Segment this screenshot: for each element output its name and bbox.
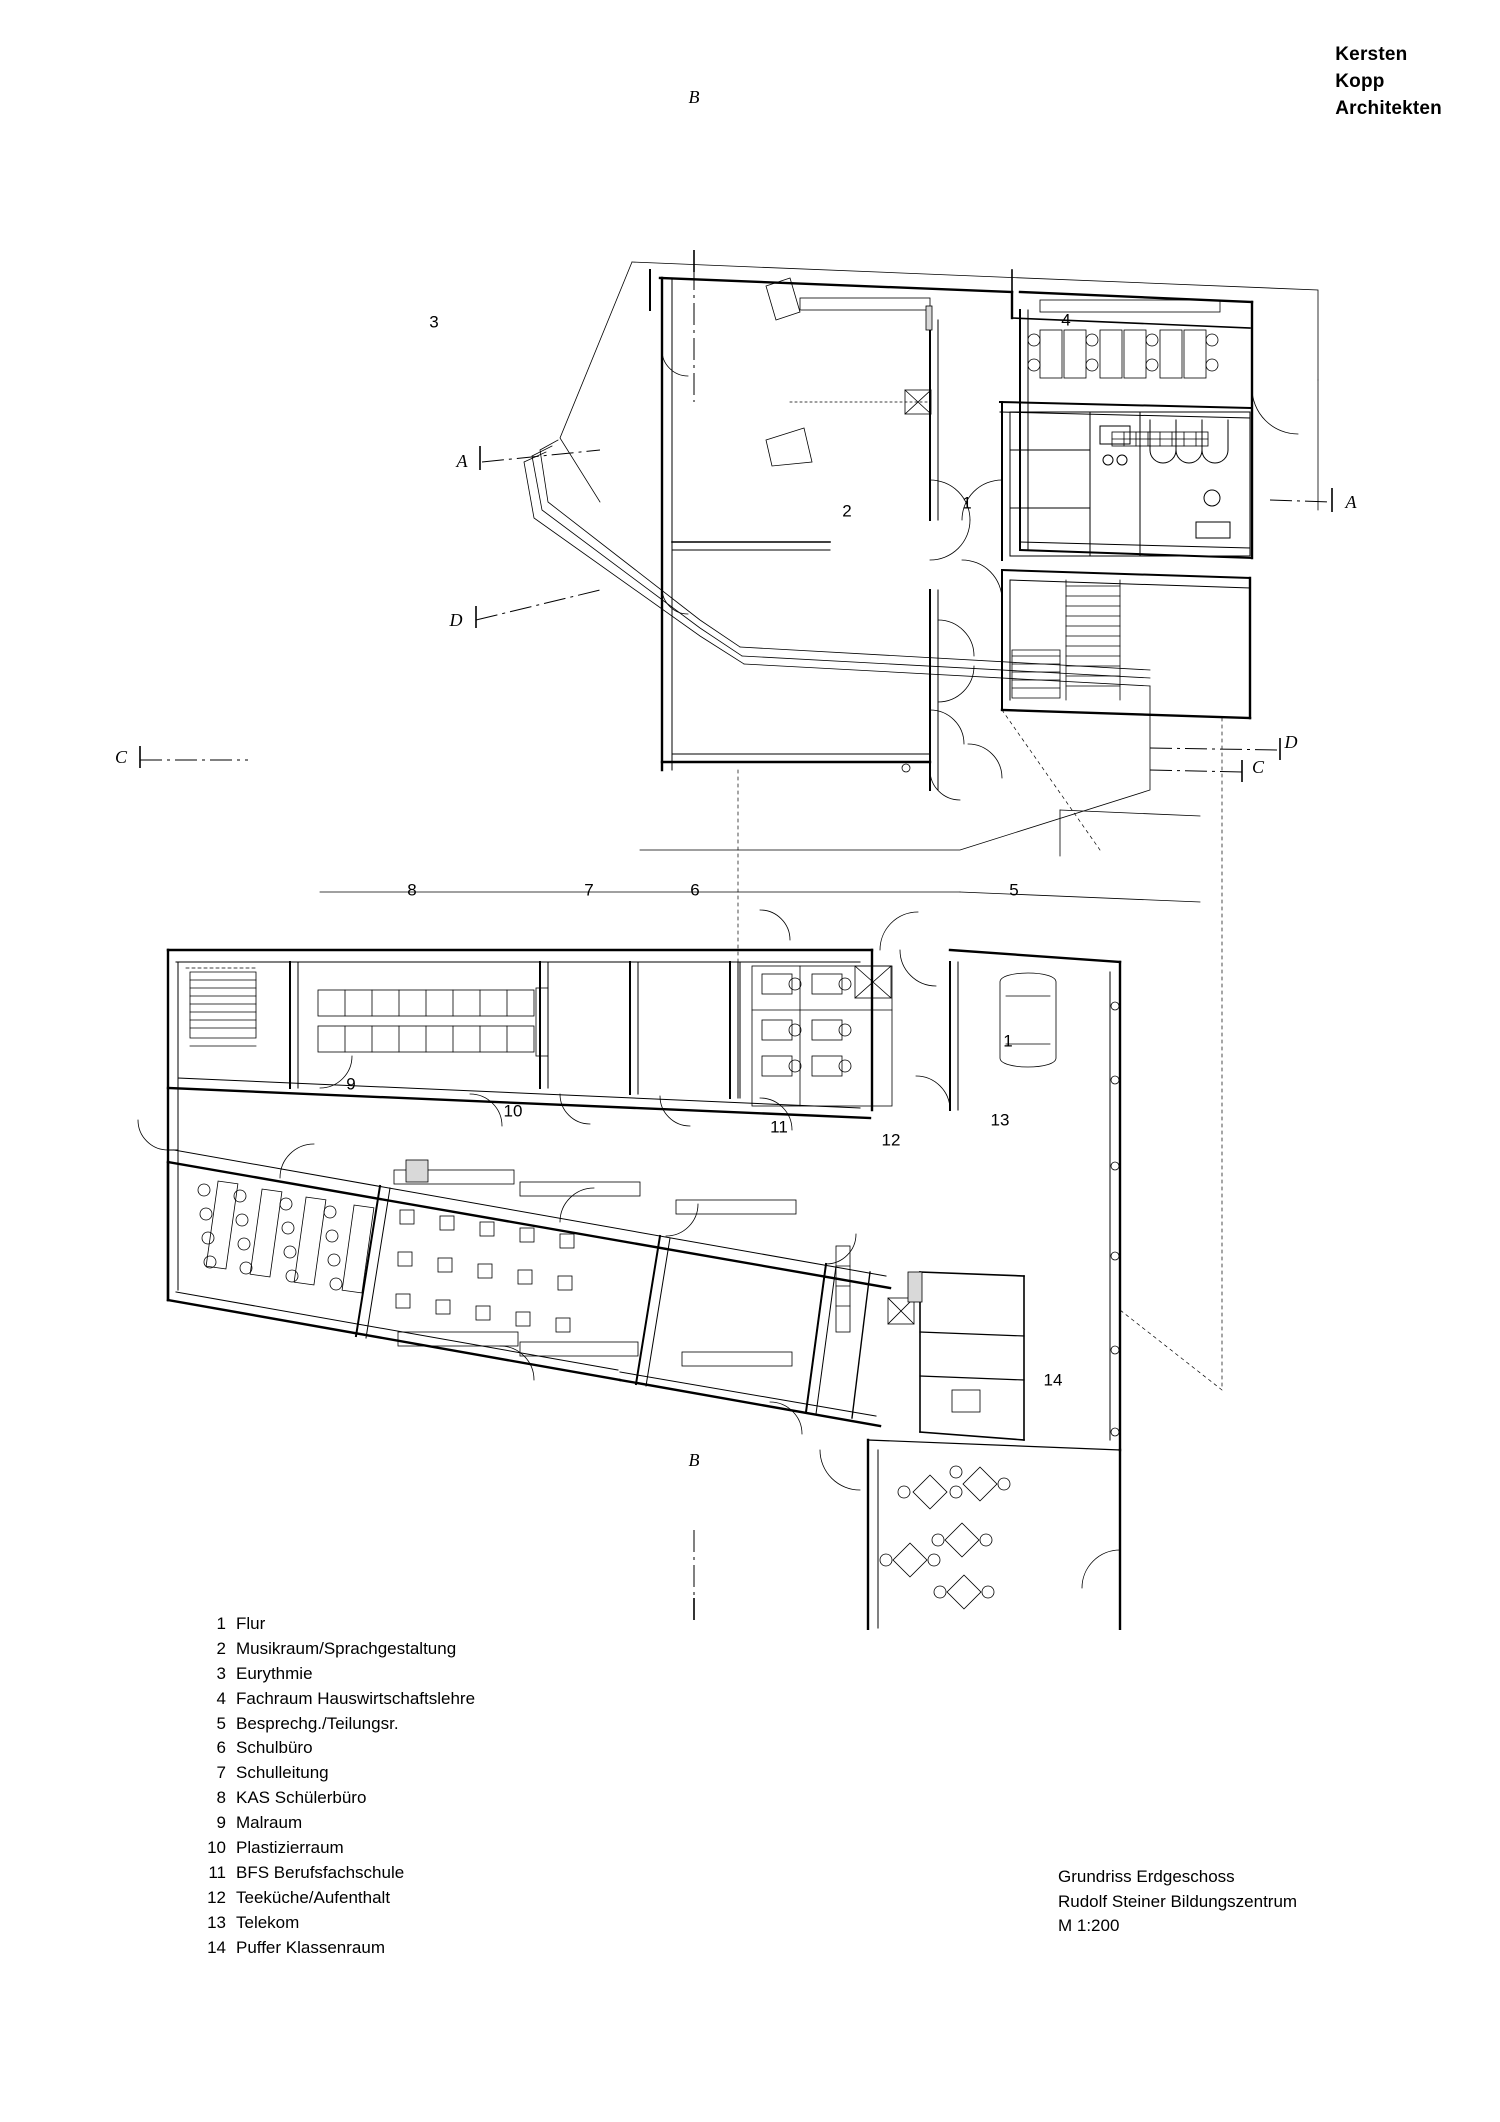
legend-label: Flur [236,1614,266,1633]
legend-row [196,1786,475,1811]
legend-row [196,1861,475,1886]
room10-furniture [394,1170,640,1356]
room-number: 4 [1061,310,1071,330]
section-line-c-right [1150,770,1242,772]
legend-row [196,1836,475,1861]
legend-number: 4 [216,1688,226,1708]
room11-furniture [676,1200,796,1366]
legend-row [196,1936,475,1961]
legend-row [196,1612,475,1637]
room-number: 7 [584,880,594,900]
room-number: 3 [429,312,439,332]
legend-label: Malraum [236,1813,303,1833]
room-number: 9 [346,1074,356,1094]
room-number: 14 [1043,1370,1063,1390]
room-legend [196,1612,475,1960]
legend-row [196,1712,475,1737]
hatch-fills [406,306,932,1302]
kitchen-furniture [1028,300,1220,446]
legend-label: Schulbüro [236,1738,313,1758]
legend-label: Telekom [236,1912,300,1932]
section-mark-d-left: D [449,610,463,630]
room-number: 1 [962,493,972,513]
room5-table [1000,973,1056,1067]
legend-number: 10 [207,1838,226,1858]
legend-label: Musikraum/Sprachgestaltung [236,1638,457,1658]
studio-logo [1335,42,1442,123]
legend-label: Fachraum Hauswirtschaftslehre [236,1688,476,1708]
section-mark-b-bottom: B [688,1450,700,1470]
room-number: 10 [503,1101,523,1121]
project-name: Rudolf Steiner Bildungszentrum [1058,1891,1298,1911]
room9-furniture [198,1181,374,1293]
section-lines [140,268,1330,1616]
legend-number: 13 [207,1912,226,1932]
section-mark-d-right: D [1284,732,1298,752]
room3-furniture [766,278,931,466]
legend-label: KAS Schülerbüro [236,1788,367,1808]
section-flags [140,250,1332,1620]
section-mark-a-right: A [1345,492,1357,512]
studio-logo-line-3: Architekten [1335,97,1442,119]
room-number: 5 [1009,880,1019,900]
studio-logo-line-1: Kersten [1335,44,1408,65]
studio-logo-line-2: Kopp [1335,70,1385,92]
legend-number: 2 [216,1638,226,1658]
room-number: 11 [770,1117,788,1137]
stair-run [1012,580,1120,700]
legend-number: 7 [216,1763,226,1783]
room14-furniture [880,1466,1010,1609]
room-number: 1 [1003,1031,1013,1051]
legend-number: 6 [216,1738,226,1758]
legend-number: 9 [216,1813,226,1833]
room8-furniture [318,988,548,1056]
stair-lower-left [186,968,256,1046]
legend-label: BFS Berufsfachschule [236,1862,405,1882]
floor-plan-svg [0,150,1500,1630]
legend-number: 11 [208,1862,226,1882]
section-mark-a-left: A [456,451,468,471]
legend-row [196,1736,475,1761]
legend-row [196,1761,475,1786]
legend-row [196,1662,475,1687]
drawing-title: Grundriss Erdgeschoss [1058,1867,1235,1886]
drawing-scale: M 1:200 [1058,1916,1120,1936]
legend-number: 3 [216,1663,226,1683]
legend-label: Eurythmie [236,1663,313,1683]
legend-table [196,1612,475,1960]
room-number: 12 [881,1130,901,1150]
legend-label: Teeküche/Aufenthalt [236,1887,391,1907]
legend-number: 5 [216,1713,226,1733]
door-arcs-upper [662,350,1002,800]
walkway [320,686,1200,902]
title-block [1058,1865,1297,1939]
legend-row [196,1911,475,1936]
legend-label: Plastizierraum [236,1838,344,1858]
room-number: 2 [842,501,852,521]
legend-label: Puffer Klassenraum [236,1937,385,1957]
legend-row [196,1687,475,1712]
legend-number: 8 [216,1788,226,1808]
section-line-d-right [1150,748,1280,750]
legend-row [196,1886,475,1911]
section-mark-c-right: C [1251,757,1265,777]
room-number: 13 [990,1110,1010,1130]
section-line-a-right [1270,500,1330,502]
legend-row [196,1637,475,1662]
legend-label: Schulleitung [236,1763,329,1783]
legend-row [196,1811,475,1836]
section-line-d-left [476,590,600,620]
room12-furniture [836,1246,914,1332]
legend-number: 14 [207,1937,226,1957]
sanitary-block [1010,412,1250,556]
legend-label: Besprechg./Teilungsr. [236,1713,399,1733]
section-mark-b-top: B [688,87,700,107]
legend-number: 1 [216,1614,226,1633]
room-number: 8 [407,880,417,900]
section-mark-c-left: C [114,747,128,767]
legend-number: 12 [207,1887,226,1907]
room-number: 6 [690,880,700,900]
